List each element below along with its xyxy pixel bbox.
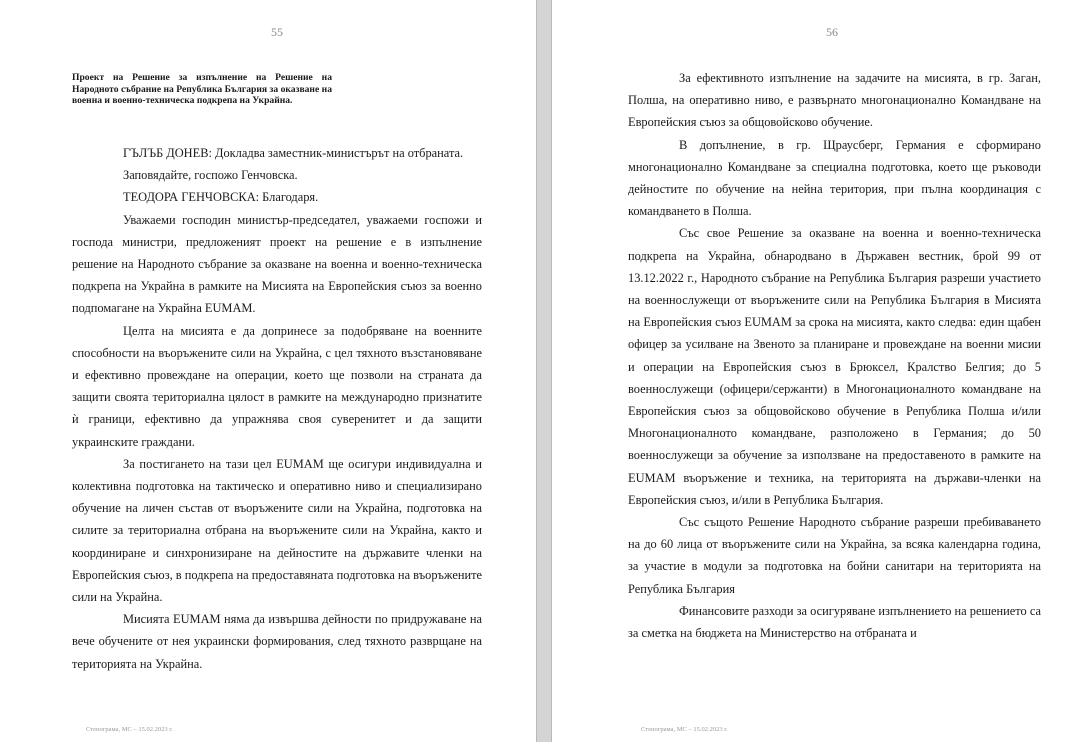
body-paragraph: За постигането на тази цел EUMAM ще осигури индивидуална и колективна подготовка на тактическо и оперативно ниво и специализирано обучение на личен състав от въоръжените сили на Украйна, подготовка на силите за териториална отбрана на въоръжените сили на Украйна, както и координиране и синхронизиране на дейностите на държавите членки на Европейския съюз, в подкрепа на предоставяната подготовка на въоръжените сили на Украйна.: [72, 456, 482, 605]
body-paragraph: Целта на мисията е да допринесе за подобряване на военните способности на въоръжените сили на Украйна, с цел тяхното възстановяване и ефективно провеждане на операции, което ще позволи на страната да защити своята териториална цялост в рамките на международно признатите ѝ граници, ефективно да упражнява своя суверенитет и да защити украинските граждани.: [72, 323, 482, 449]
body-paragraph: Със същото Решение Народното събрание разреши пребиваването на до 60 лица от въоръжените сили на Украйна, за всяка календарна година, за участие в модули за подготовка на бойни санитари на територията на Република България: [628, 515, 1041, 596]
body-paragraph: За ефективното изпълнение на задачите на мисията, в гр. Заган, Полша, на оперативно ниво, е развърнато многонационално Командване на Европейския съюз за общовойсково обучение.: [628, 71, 1041, 130]
document-page-left: [0, 0, 536, 742]
body-paragraph: Мисията EUMAM няма да извършва дейности по придружаване на вече обучените от нея украински формирования, след тяхното разврщане на територията на Украйна.: [72, 612, 482, 671]
page-body: [628, 67, 1041, 644]
body-paragraph: В допълнение, в гр. Щраусберг, Германия е сформирано многонационално Командване за специална подготовка, което ще ръководи дейностите по обучение на нейна територия, при пълна координация с командването в Полша.: [628, 137, 1041, 219]
body-paragraph: Уважаеми господин министър-председател, уважаеми госпожи и господа министри, предложеният проект на решение е в изпълнение решение на Народното събрание за оказване на военна и военно-техническа подкрепа на Украйна в рамките на Мисията на Европейския съюз за военно подпомагане на Украйна EUMAM.: [72, 212, 482, 316]
document-page-right: [552, 0, 1090, 742]
page-footer: Стенограма, МС – 15.02.2023 г.: [641, 726, 728, 733]
page-gutter: [536, 0, 552, 742]
agenda-item-heading: Проект на Решение за изпълнение на Решение на Народното събрание на Република България за оказване на военна и военно-техническа подкрепа на Украйна.: [72, 72, 332, 106]
page-number: 55: [271, 25, 283, 39]
page-number: 56: [826, 25, 838, 39]
body-paragraph: Със свое Решение за оказване на военна и военно-техническа подкрепа на Украйна, обнародвано в Държавен вестник, брой 99 от 13.12.2022 г., Народното събрание на Република България разреши участието на военнослужещи от въоръжените сили на Република България в Мисията на Европейския съюз EUMAM за срока на мисията, както следва: един щабен офицер за усилване на Звеното за планиране и провеждане на военни мисии и операции на Европейския съюз в Брюксел, Кралство Белгия; до 5 военнослужещи (офицери/сержанти) в Многонационалното командване на Европейския съюз за общовойсково обучение в Република Полша и/или Многонационалното командване, разположено в Германия; до 50 военнослужещи за обучение за използване на предоставеното в рамките на EUMAM въоръжение и техника, на територията на държави-членки на Европейския съюз, и/или в Република България.: [628, 226, 1041, 507]
page-body: [72, 142, 482, 675]
speaker-line: ГЪЛЪБ ДОНЕВ: Докладва заместник-министърът на отбраната.: [123, 146, 464, 160]
body-paragraph: Финансовите разходи за осигуряване изпълнението на решението са за сметка на бюджета на Министерство на отбраната и: [628, 603, 1041, 641]
page-footer: Стенограма, МС – 15.02.2023 г.: [86, 726, 173, 733]
speaker-line: Заповядайте, госпожо Генчовска.: [123, 168, 298, 183]
page-edge: [536, 0, 537, 742]
speaker-line: ТЕОДОРА ГЕНЧОВСКА: Благодаря.: [123, 190, 319, 205]
